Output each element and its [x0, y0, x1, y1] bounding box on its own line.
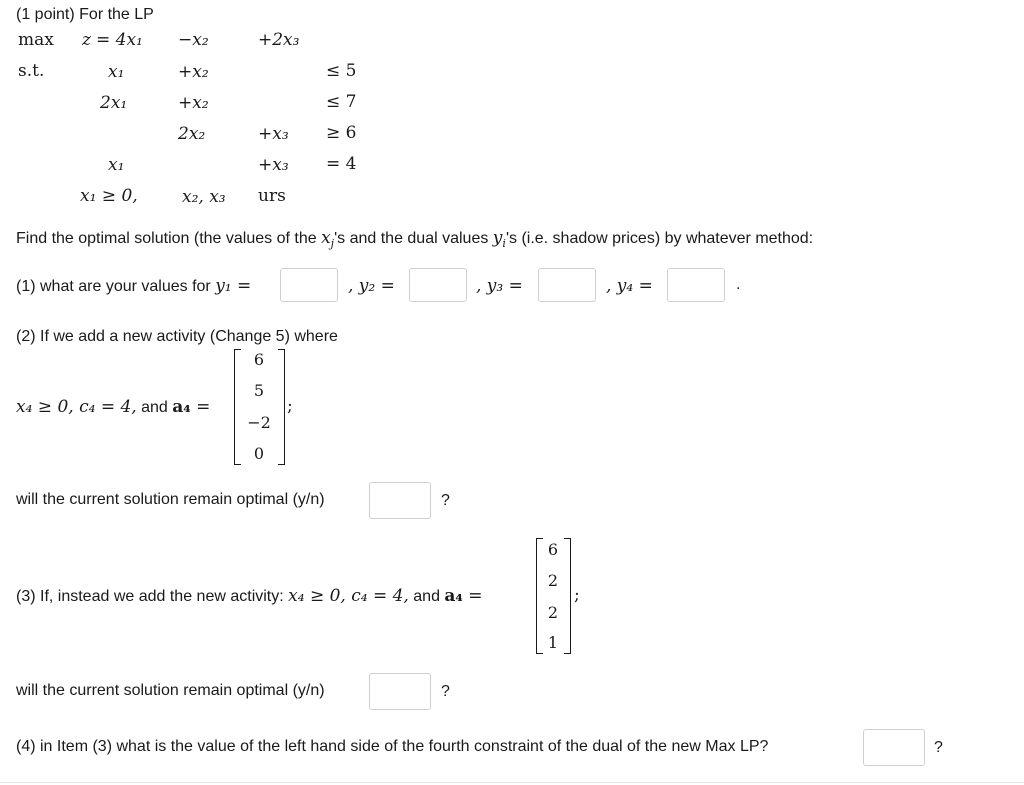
objective-z: z	[82, 30, 91, 50]
q2-question: will the current solution remain optimal (y/n)	[16, 491, 325, 508]
q2-bracket-right	[278, 349, 285, 465]
q2-semicolon: ;	[287, 396, 293, 416]
c3-relation: ≥ 6	[326, 123, 357, 143]
yi-symbol: y	[492, 228, 503, 248]
q2-a4: a₄	[172, 397, 191, 417]
q2-vector-entry-4: 0	[253, 444, 265, 463]
q2-cond-math: x₄ ≥ 0, c₄ = 4,	[16, 397, 137, 417]
instructions-pre: Find the optimal solution (the values of the	[16, 230, 322, 247]
instructions	[16, 228, 813, 250]
c1-term-b: +x₂	[178, 62, 209, 82]
xj-subscript: j	[330, 237, 335, 251]
q3-qmark: ?	[441, 683, 450, 700]
q2-vector-entry-3: −2	[247, 413, 271, 432]
y1-input[interactable]	[280, 268, 338, 302]
q3-and: and	[408, 588, 445, 605]
sign-x23: x₂, x₃	[182, 187, 226, 207]
y4-input[interactable]	[667, 268, 725, 302]
sign-x1: x₁ ≥ 0,	[80, 186, 138, 206]
y4-label: , y₄ =	[606, 276, 653, 296]
q3-bracket-right	[564, 538, 571, 654]
q3-eq: =	[462, 586, 483, 606]
instructions-mid: 's and the dual values	[334, 230, 493, 247]
y1-label: y₁ =	[215, 276, 252, 296]
c1-term-a: x₁	[108, 62, 125, 82]
q2-answer-input[interactable]	[369, 482, 431, 519]
q3-vector-entry-4: 1	[547, 633, 559, 652]
y2-input[interactable]	[409, 268, 467, 302]
q4-question: (4) in Item (3) what is the value of the left hand side of the fourth constraint of the dual of the new Max LP?	[16, 738, 769, 755]
q3-a4: a₄	[444, 586, 463, 606]
problem-header: (1 point) For the LP	[16, 6, 154, 23]
c1-relation: ≤ 5	[326, 61, 357, 81]
q1-prefix-text: (1) what are your values for	[16, 278, 216, 295]
q3-vector-entry-3: 2	[547, 603, 559, 622]
c4-term-c: +x₃	[258, 155, 289, 175]
sign-urs: urs	[258, 186, 286, 206]
objective-term-2: −x₂	[178, 30, 209, 50]
q3-semicolon: ;	[574, 585, 580, 605]
q3-vector-entry-1: 6	[547, 540, 559, 559]
q2-and: and	[136, 399, 173, 416]
q3-intro	[16, 586, 483, 606]
q3-cond-math: x₄ ≥ 0, c₄ = 4,	[288, 586, 409, 606]
q3-vector-entry-2: 2	[547, 571, 559, 590]
q1-end: .	[736, 276, 741, 293]
q2-bracket-left	[234, 349, 241, 465]
q2-vector-entry-1: 6	[253, 350, 265, 369]
q2-qmark: ?	[441, 492, 450, 509]
c4-term-a: x₁	[108, 155, 125, 175]
c2-term-b: +x₂	[178, 93, 209, 113]
xj-symbol: x	[321, 228, 331, 248]
q2-eq: =	[190, 397, 211, 417]
c3-term-c: +x₃	[258, 124, 289, 144]
y3-label: , y₃ =	[476, 276, 523, 296]
yi-subscript: i	[502, 237, 506, 251]
c2-term-a: 2x₁	[100, 93, 128, 113]
objective-term-3: +2x₃	[258, 30, 300, 50]
q2-intro: (2) If we add a new activity (Change 5) where	[16, 328, 338, 345]
q3-answer-input[interactable]	[369, 673, 431, 710]
q2-condition	[16, 397, 210, 417]
bottom-divider	[0, 782, 1024, 783]
q1-prefix	[16, 276, 251, 296]
y2-label: , y₂ =	[348, 276, 395, 296]
q2-vector-entry-2: 5	[253, 381, 265, 400]
instructions-post: 's (i.e. shadow prices) by whatever method:	[505, 230, 814, 247]
st-label: s.t.	[18, 61, 45, 81]
objective-term-1: = 4x₁	[96, 30, 143, 50]
q3-intro-text: (3) If, instead we add the new activity:	[16, 588, 289, 605]
max-label: max	[18, 30, 54, 50]
y3-input[interactable]	[538, 268, 596, 302]
c2-relation: ≤ 7	[326, 92, 357, 112]
c4-relation: = 4	[326, 154, 357, 174]
c3-term-b: 2x₂	[178, 124, 206, 144]
q4-answer-input[interactable]	[863, 729, 925, 766]
q3-question: will the current solution remain optimal (y/n)	[16, 682, 325, 699]
q4-qmark: ?	[934, 739, 943, 756]
